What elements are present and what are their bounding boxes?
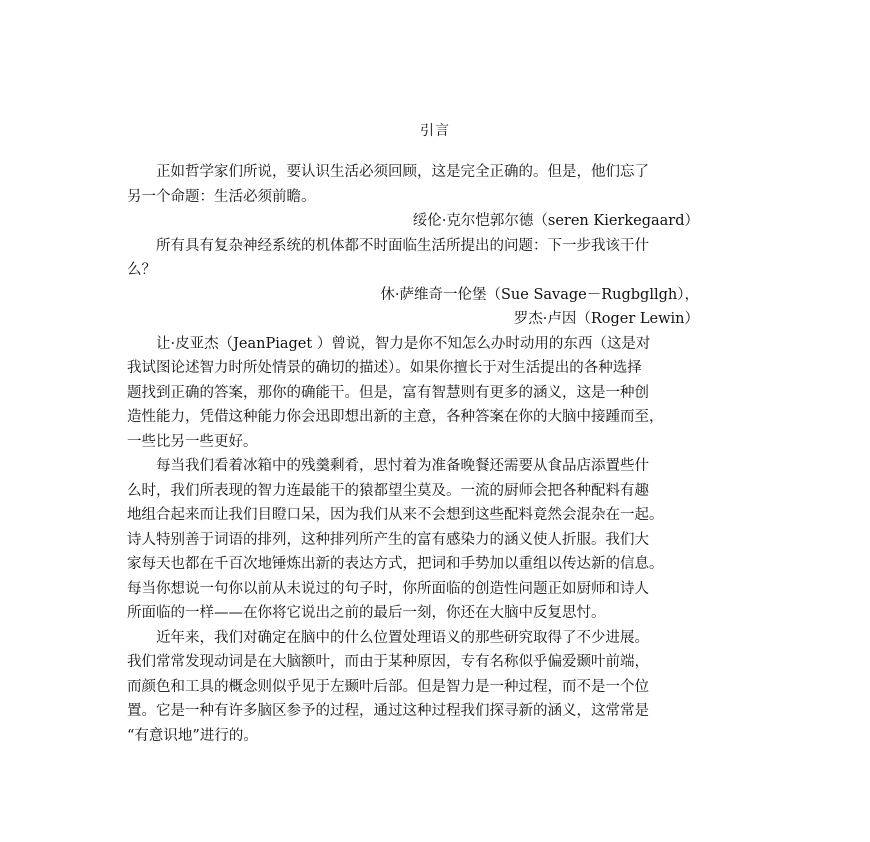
paragraph-line: 另一个命题：生活必须前瞻。 — [127, 188, 316, 205]
paragraph-line: 家每天也都在千百次地锤炼出新的表达方式，把词和手势加以重组以传达新的信息。 — [127, 556, 664, 572]
paragraph-line: 一些比另一些更好。 — [127, 433, 258, 450]
paragraph-line: 题找到正确的答案，那你的确能干。但是，富有智慧则有更多的涵义，这是一种创 — [127, 384, 649, 401]
paragraph-line: 每当我们看着冰箱中的残羹剩肴，思忖着为准备晚餐还需要从食品店添置些什 — [156, 458, 649, 474]
paragraph-line: 么时，我们所表现的智力连最能干的猿都望尘莫及。一流的厨师会把各种配料有趣 — [127, 482, 649, 499]
paragraph-line: 地组合起来而让我们目瞪口呆，因为我们从来不会想到这些配料竟然会混杂在一起。 — [127, 507, 664, 523]
paragraph-line: 所面临的一样——在你将它说出之前的最后一刻，你还在大脑中反复思忖。 — [127, 605, 606, 621]
page-title: 引言 — [420, 123, 450, 139]
paragraph-line: 么？ — [127, 262, 156, 278]
paragraph-line: 我试图论述智力时所处情景的确切的描述）。如果你擅长于对生活提出的各种选择 — [127, 360, 642, 376]
paragraph-line: 而颜色和工具的概念则似乎见于左颞叶后部。但是智力是一种过程，而不是一个位 — [127, 678, 649, 695]
paragraph-line: 每当你想说一句你以前从未说过的句子时，你所面临的创造性问题正如厨师和诗人 — [127, 580, 649, 597]
paragraph-line: 近年来，我们对确定在脑中的什么位置处理语义的那些研究取得了不少进展。 — [156, 629, 649, 646]
quote-attribution: 罗杰·卢因（Roger Lewin） — [513, 311, 699, 327]
paragraph-line: 置。它是一种有许多脑区参予的过程，通过这种过程我们探寻新的涵义，这常常是 — [127, 703, 649, 719]
paragraph-line: “有意识地”进行的。 — [127, 727, 258, 744]
paragraph-line: 让·皮亚杰（JeanPiaget ）曾说，智力是你不知怎么办时动用的东西（这是对 — [156, 335, 651, 352]
paragraph-line: 正如哲学家们所说，要认识生活必须回顾，这是完全正确的。但是，他们忘了 — [156, 164, 649, 180]
paragraph-line: 诗人特别善于词语的排列，这种排列所产生的富有感染力的涵义使人折服。我们大 — [127, 531, 649, 548]
document-body — [127, 160, 747, 748]
quote-attribution: 休·萨维奇一伦堡（Sue Savage－Rugbgllgh）， — [380, 286, 699, 303]
quote-attribution: 绥伦·克尔恺郭尔德（seren Kierkegaard） — [412, 213, 699, 229]
paragraph-line: 所有具有复杂神经系统的机体都不时面临生活所提出的问题：下一步我该干什 — [156, 237, 649, 254]
paragraph-line: 造性能力，凭借这种能力你会迅即想出新的主意，各种答案在你的大脑中接踵而至， — [127, 409, 664, 425]
paragraph-line: 我们常常发现动词是在大脑额叶，而由于某种原因，专有名称似乎偏爱颞叶前端， — [127, 654, 649, 670]
